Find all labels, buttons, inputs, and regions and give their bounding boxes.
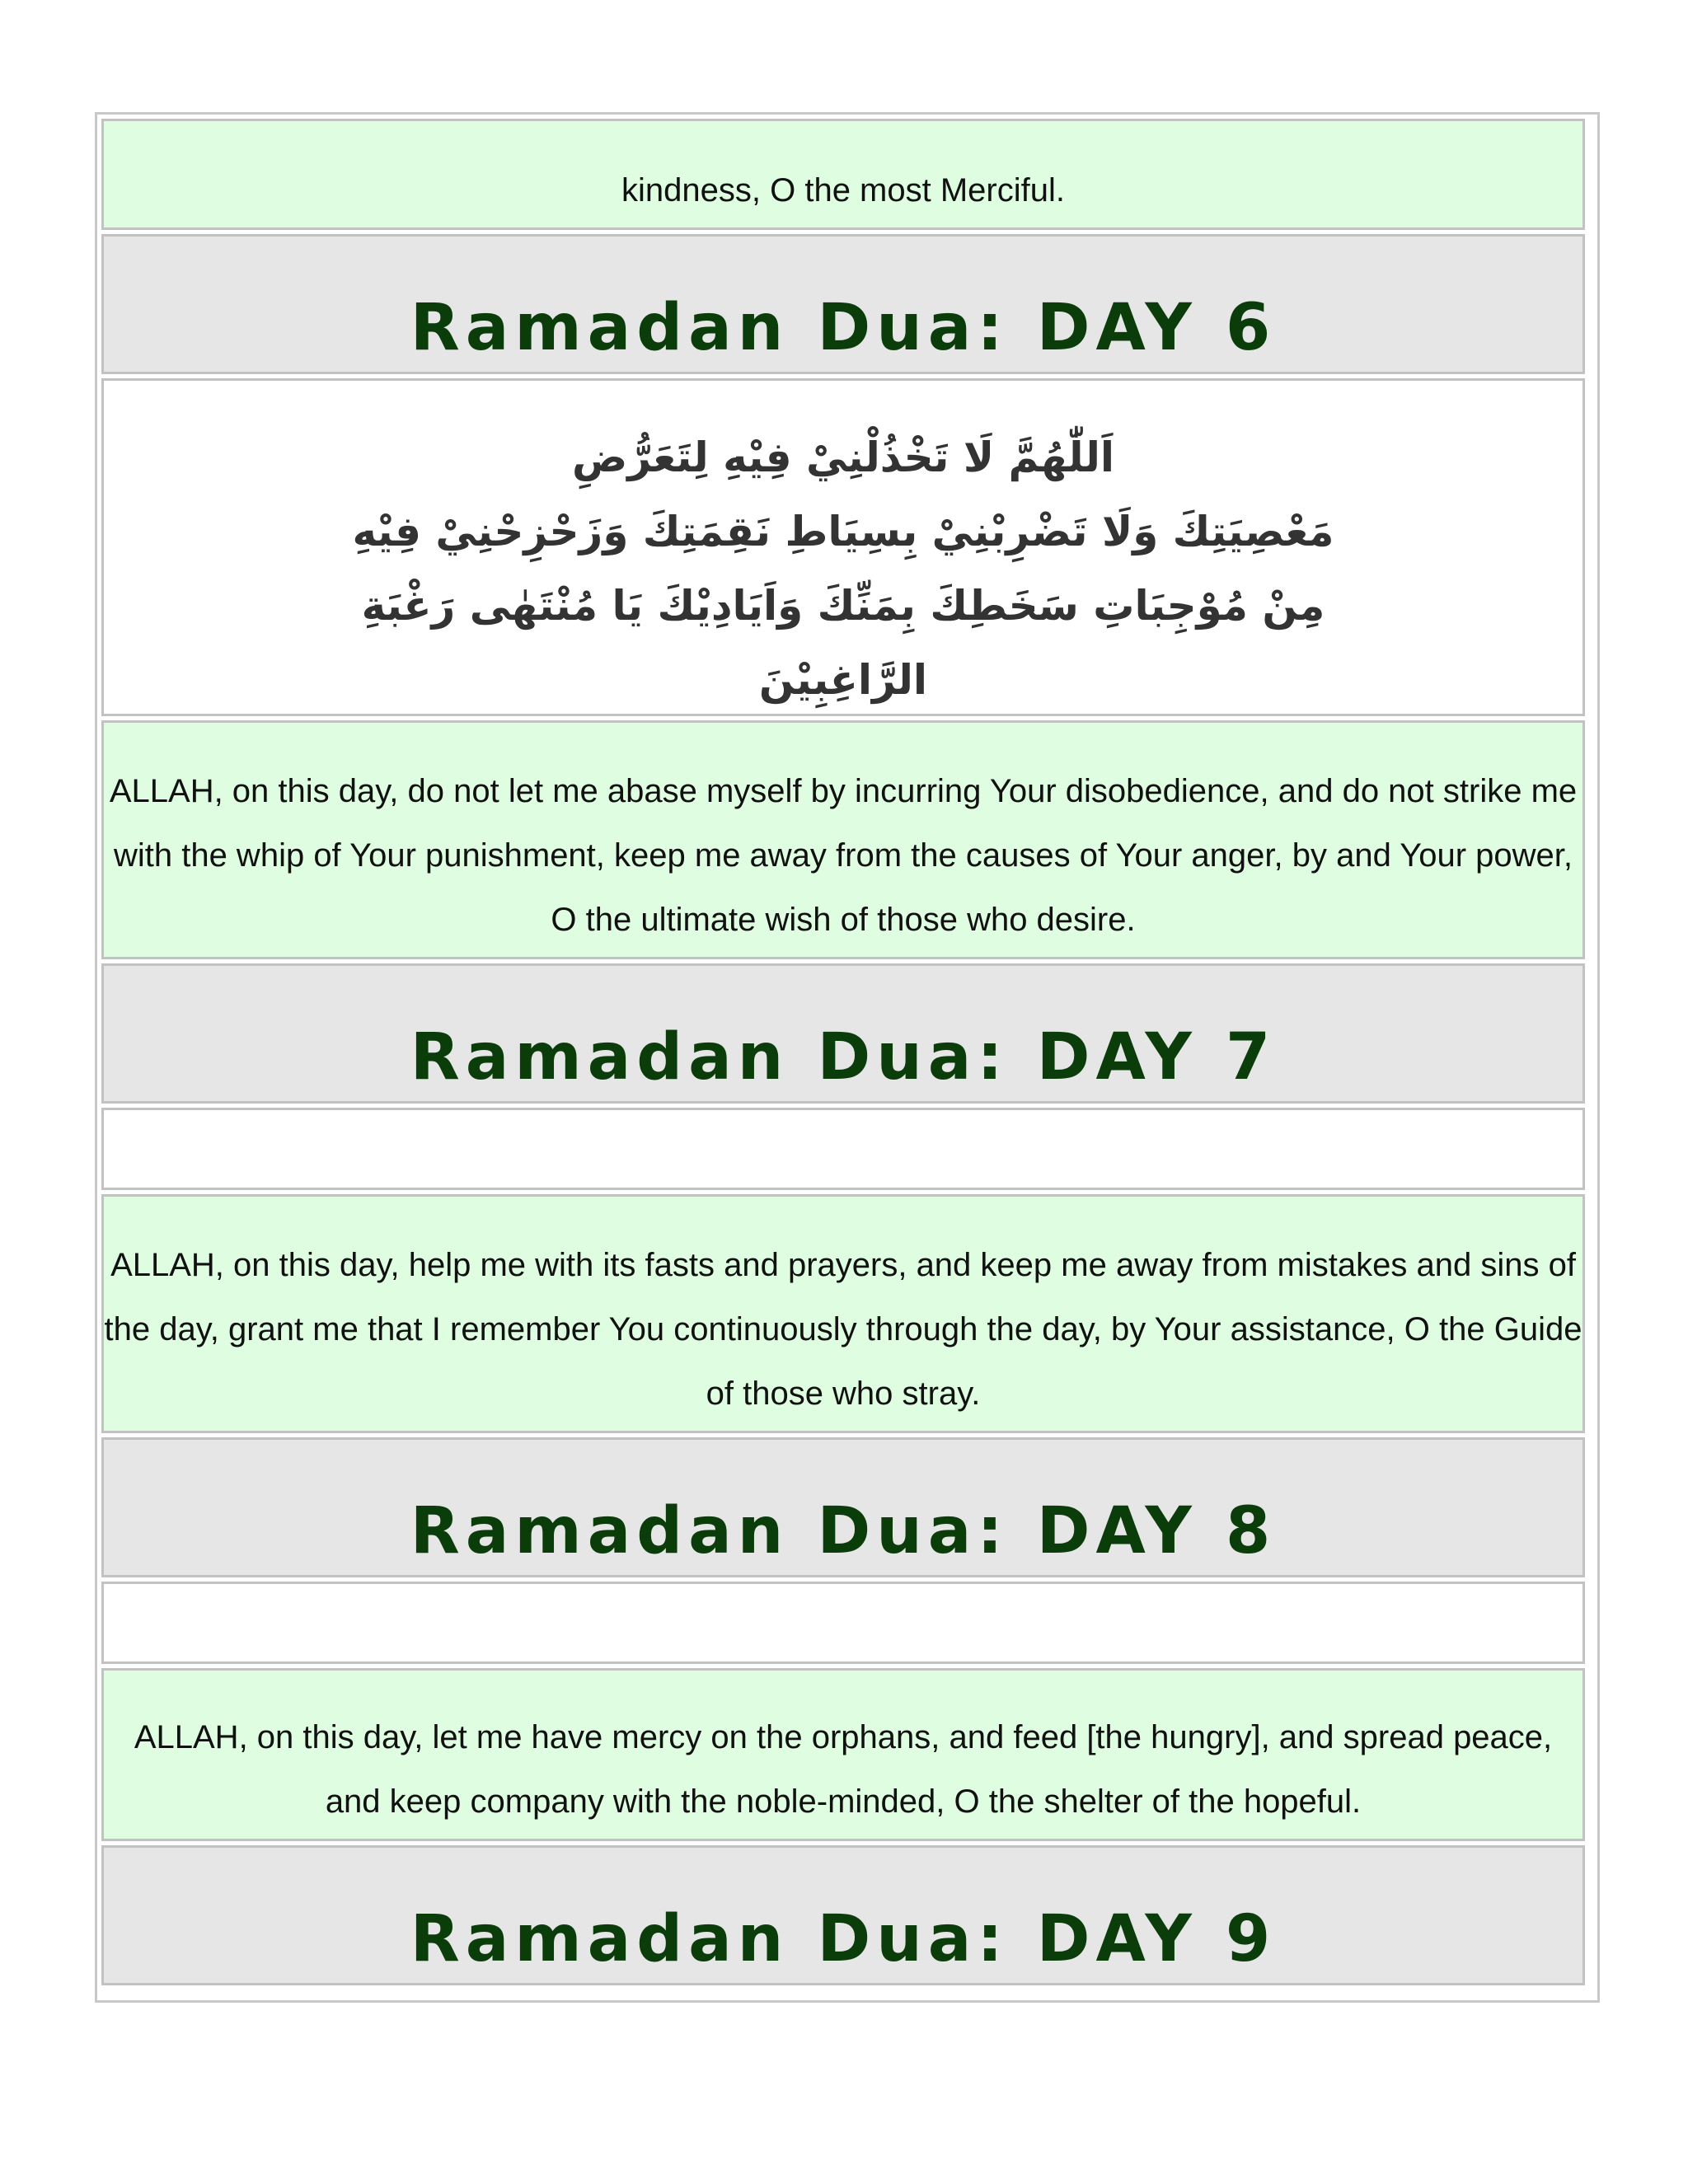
translation-cell (101, 720, 1585, 959)
arabic-dua-cell-empty (101, 1108, 1585, 1190)
translation-cell (101, 119, 1585, 230)
day-heading: Ramadan Dua: DAY 7 (410, 1020, 1277, 1094)
arabic-line: اَللّٰهُمَّ لَا تَخْذُلْنِيْ فِيْهِ لِتَعَرُّضِ (571, 434, 1115, 481)
translation-cell (101, 1194, 1585, 1433)
translation-text: ALLAH, on this day, let me have mercy on the orphans, and feed [the hungry], and spread peace, and keep company with the noble-minded, O the shelter of the hopeful. (134, 1719, 1553, 1820)
day-heading: Ramadan Dua: DAY 6 (410, 291, 1277, 365)
arabic-line: مِنْ مُوْجِبَاتِ سَخَطِكَ بِمَنِّكَ وَاَيَادِيْكَ يَا مُنْتَهٰى رَغْبَةِ (361, 582, 1325, 630)
translation-text: ALLAH, on this day, do not let me abase myself by incurring Your disobedience, and do not strike me with the whip of Your punishment, keep me away from the causes of Your anger, by and Your power, O the ultimate wish of those who desire. (109, 773, 1578, 938)
arabic-line: مَعْصِيَتِكَ وَلَا تَضْرِبْنِيْ بِسِيَاطِ نَقِمَتِكَ وَزَحْزِحْنِيْ فِيْهِ (352, 508, 1334, 555)
day-heading-cell (101, 234, 1585, 374)
day-heading: Ramadan Dua: DAY 9 (410, 1902, 1277, 1976)
translation-text: ALLAH, on this day, help me with its fasts and prayers, and keep me away from mistakes and sins of the day, grant me that I remember You continuously through the day, by Your assistance, O the Guide of those who stray. (104, 1247, 1582, 1412)
day-heading: Ramadan Dua: DAY 8 (410, 1494, 1277, 1568)
translation-text: kindness, O the most Merciful. (621, 172, 1065, 209)
arabic-dua-cell (101, 378, 1585, 716)
dua-table (95, 112, 1600, 2003)
day-heading-cell (101, 963, 1585, 1104)
arabic-dua-cell-empty (101, 1582, 1585, 1664)
translation-cell (101, 1668, 1585, 1841)
arabic-dua-text (104, 420, 1582, 717)
day-heading-cell (101, 1437, 1585, 1577)
day-heading-cell (101, 1845, 1585, 1985)
arabic-line: الرَّاغِبِيْنَ (758, 656, 928, 704)
